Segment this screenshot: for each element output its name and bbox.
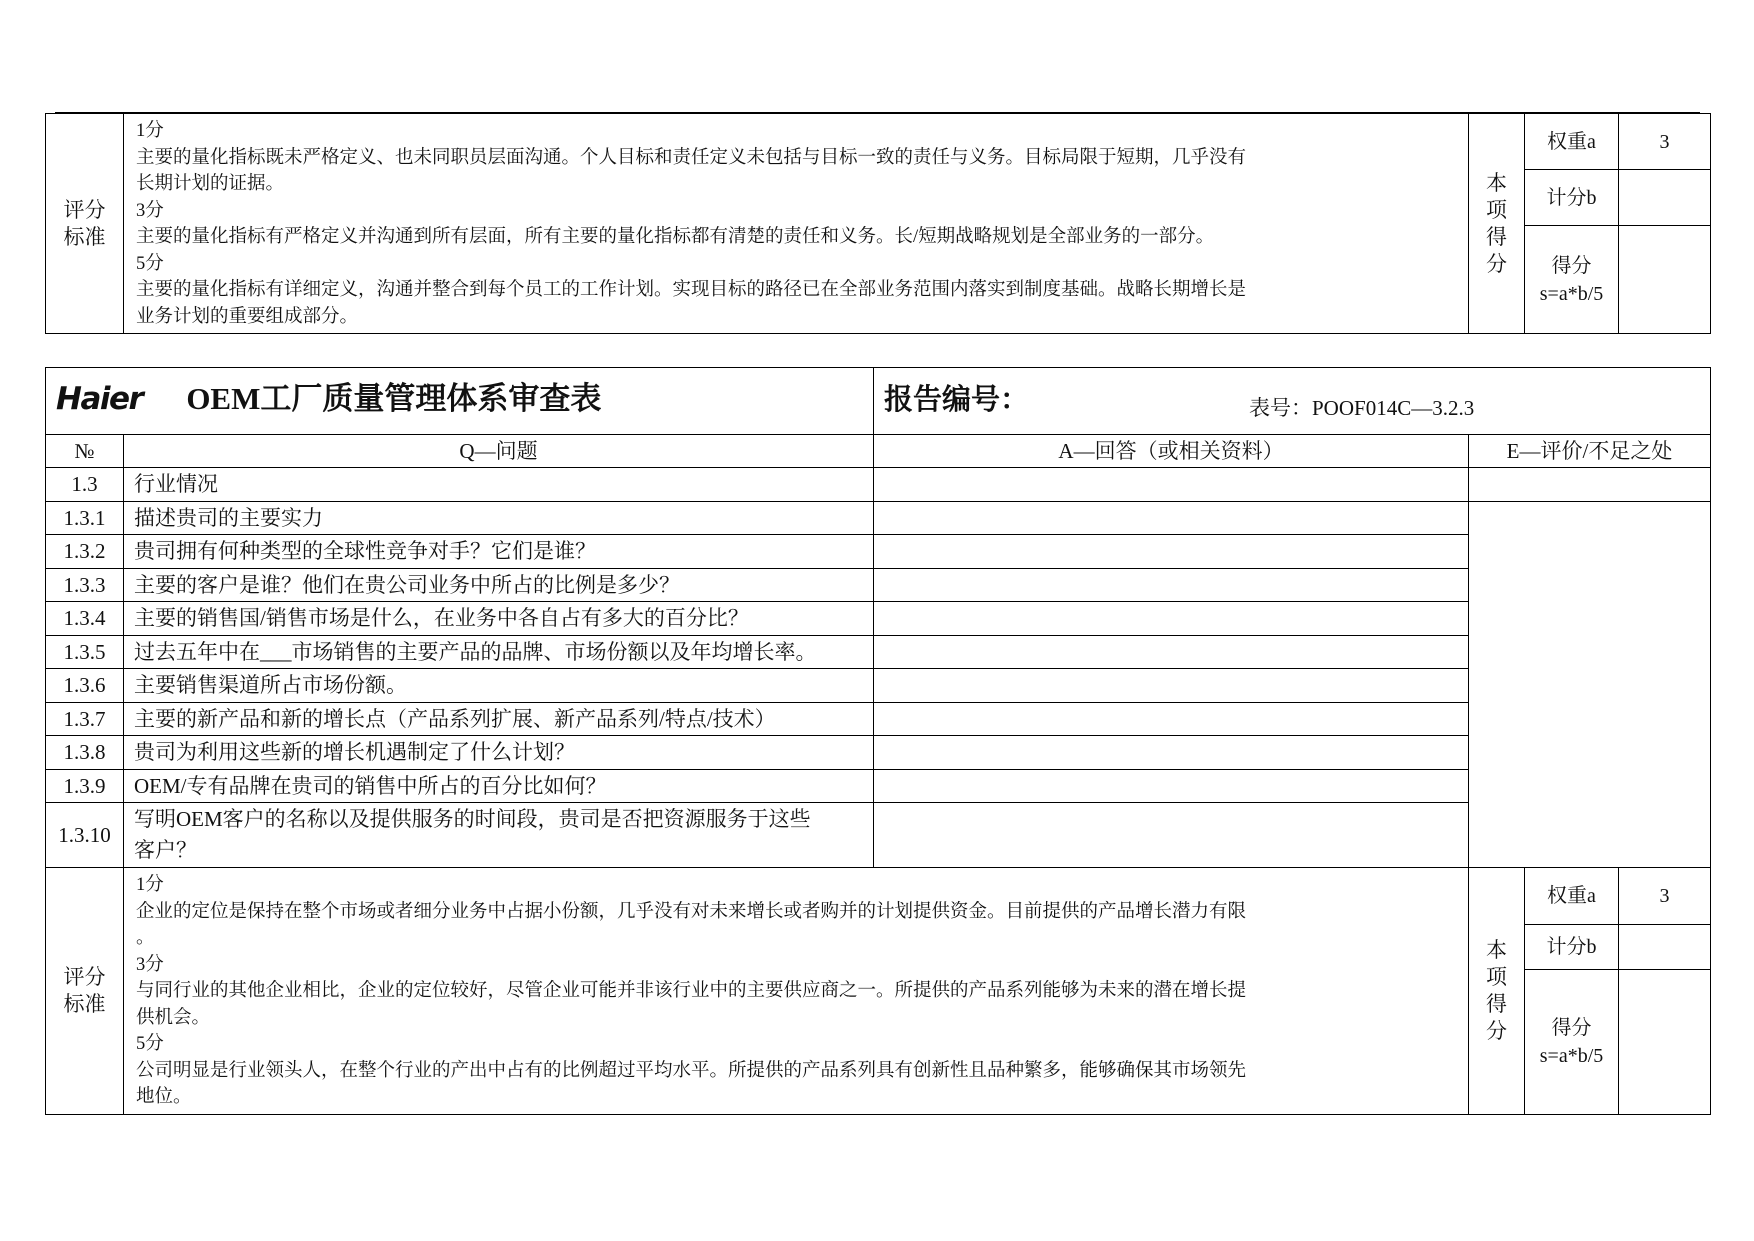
- criteria-label: 评分 标准: [46, 868, 124, 1115]
- result-value[interactable]: [1619, 970, 1711, 1115]
- row-answer-cell[interactable]: [874, 568, 1469, 602]
- section-answer-cell[interactable]: [874, 468, 1469, 502]
- row-number: 1.3.2: [46, 535, 124, 569]
- section-title: 行业情况: [124, 468, 874, 502]
- row-number: 1.3.5: [46, 635, 124, 669]
- criteria-label: 评分 标准: [46, 114, 124, 334]
- row-question: 描述贵司的主要实力: [124, 501, 874, 535]
- item-score-label: 本 项 得 分: [1469, 114, 1525, 334]
- row-number: 1.3.1: [46, 501, 124, 535]
- row-question: 贵司为利用这些新的增长机遇制定了什么计划？: [124, 736, 874, 770]
- row-number: 1.3.9: [46, 769, 124, 803]
- row-question: 写明OEM客户的名称以及提供服务的时间段，贵司是否把资源服务于这些 客户？: [124, 803, 874, 868]
- row-answer-cell[interactable]: [874, 535, 1469, 569]
- result-value[interactable]: [1619, 226, 1711, 334]
- evaluation-cell[interactable]: [1469, 501, 1711, 868]
- weight-value[interactable]: 3: [1619, 868, 1711, 925]
- weight-value[interactable]: 3: [1619, 114, 1711, 170]
- row-question: 主要的客户是谁？他们在贵公司业务中所占的比例是多少？: [124, 568, 874, 602]
- row-question: 过去五年中在___市场销售的主要产品的品牌、市场份额以及年均增长率。: [124, 635, 874, 669]
- row-number: 1.3.6: [46, 669, 124, 703]
- section-number: 1.3: [46, 468, 124, 502]
- section-evaluation-cell[interactable]: [1469, 468, 1711, 502]
- col-header-evaluation: E—评价/不足之处: [1469, 435, 1711, 468]
- row-answer-cell[interactable]: [874, 736, 1469, 770]
- result-label: 得分 s=a*b/5: [1525, 970, 1619, 1115]
- row-answer-cell[interactable]: [874, 769, 1469, 803]
- row-number: 1.3.4: [46, 602, 124, 636]
- col-header-question: Q—问题: [124, 435, 874, 468]
- row-answer-cell[interactable]: [874, 602, 1469, 636]
- points-value[interactable]: [1619, 925, 1711, 970]
- criteria-text: 1分 主要的量化指标既未严格定义、也未同职员层面沟通。个人目标和责任定义未包括与目标一致的责任与义务。目标局限于短期，几乎没有 长期计划的证据。 3分 主要的量化指标有严格定义并沟通到所有层面，所有主要的量化指标都有清楚的责任和义务。长/短期战略规划是全部业务的一部分。 5分 主要的量化指标有详细定义，沟通并整合到每个员工的工作计划。实现目标的路径已在全部业务范围内落实到制度基础。战略长期增长是 业务计划的重要组成部分。: [124, 114, 1469, 334]
- audit-table: [45, 367, 1711, 1115]
- report-number-label: 报告编号：: [884, 383, 1030, 416]
- haier-logo: Haier: [56, 381, 143, 417]
- top-scoring-table: [45, 113, 1711, 334]
- result-label: 得分 s=a*b/5: [1525, 226, 1619, 334]
- row-answer-cell[interactable]: [874, 501, 1469, 535]
- points-label: 计分b: [1525, 170, 1619, 226]
- row-number: 1.3.3: [46, 568, 124, 602]
- points-value[interactable]: [1619, 170, 1711, 226]
- weight-label: 权重a: [1525, 114, 1619, 170]
- weight-label: 权重a: [1525, 868, 1619, 925]
- criteria-text: 1分 企业的定位是保持在整个市场或者细分业务中占据小份额，几乎没有对未来增长或者购并的计划提供资金。目前提供的产品增长潜力有限 。 3分 与同行业的其他企业相比，企业的定位较好，尽管企业可能并非该行业中的主要供应商之一。所提供的产品系列能够为未来的潜在增长提 供机会。 5分 公司明显是行业领头人，在整个行业的产出中占有的比例超过平均水平。所提供的产品系列具有创新性且品种繁多，能够确保其市场领先 地位。: [124, 868, 1469, 1115]
- form-title-cell: [46, 368, 874, 435]
- col-header-answer: A—回答（或相关资料）: [874, 435, 1469, 468]
- item-score-label: 本 项 得 分: [1469, 868, 1525, 1115]
- form-title: OEM工厂质量管理体系审查表: [186, 381, 602, 416]
- points-label: 计分b: [1525, 925, 1619, 970]
- form-number: 表号：POOF014C—3.2.3: [1249, 396, 1475, 420]
- row-answer-cell[interactable]: [874, 803, 1469, 868]
- row-question: 主要的销售国/销售市场是什么，在业务中各自占有多大的百分比？: [124, 602, 874, 636]
- row-question: 贵司拥有何种类型的全球性竞争对手？它们是谁？: [124, 535, 874, 569]
- row-answer-cell[interactable]: [874, 702, 1469, 736]
- row-question: OEM/专有品牌在贵司的销售中所占的百分比如何？: [124, 769, 874, 803]
- row-number: 1.3.10: [46, 803, 124, 868]
- row-answer-cell[interactable]: [874, 669, 1469, 703]
- row-number: 1.3.8: [46, 736, 124, 770]
- row-question: 主要的新产品和新的增长点（产品系列扩展、新产品系列/特点/技术）: [124, 702, 874, 736]
- row-answer-cell[interactable]: [874, 635, 1469, 669]
- col-header-number: №: [46, 435, 124, 468]
- row-question: 主要销售渠道所占市场份额。: [124, 669, 874, 703]
- row-number: 1.3.7: [46, 702, 124, 736]
